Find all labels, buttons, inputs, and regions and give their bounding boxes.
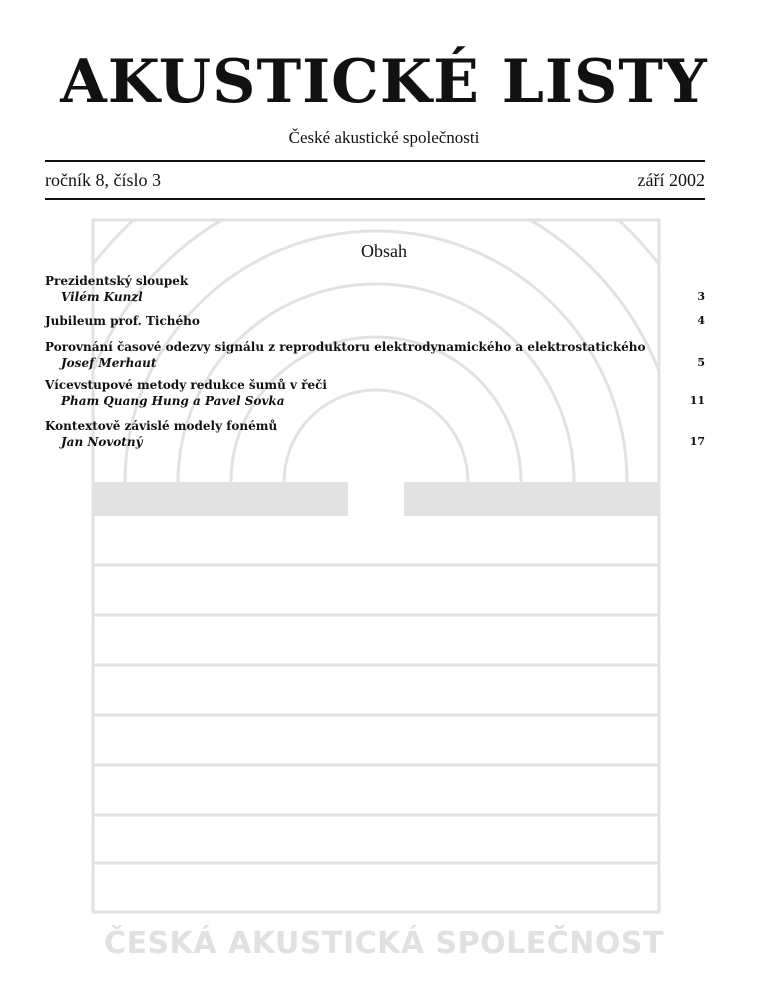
logo-bar-right	[404, 482, 659, 516]
toc-entry-page: 4	[697, 314, 705, 327]
toc-entry-title: Vícevstupové metody redukce šumů v řeči	[45, 378, 327, 392]
toc-entry-page: 17	[689, 435, 705, 448]
toc-entry-title: Kontextově závislé modely fonémů	[45, 419, 278, 433]
logo-bar-left	[93, 482, 348, 516]
society-name-watermark: ČESKÁ AKUSTICKÁ SPOLEČNOST	[104, 926, 664, 961]
toc-entry[interactable]	[45, 377, 705, 409]
toc-entry-author: Josef Merhaut	[61, 356, 157, 370]
issue-date: září 2002	[637, 170, 705, 190]
logo-lines	[93, 565, 659, 863]
toc-entry-author: Pham Quang Hung a Pavel Sovka	[61, 394, 285, 408]
journal-subtitle: České akustické společnosti	[288, 128, 480, 147]
toc-entry-author: Jan Novotný	[61, 435, 143, 449]
toc-entry-page: 3	[697, 290, 705, 303]
toc-entry[interactable]	[45, 313, 705, 329]
toc-entry-title: Jubileum prof. Tichého	[45, 314, 200, 328]
toc-entry[interactable]	[45, 273, 705, 305]
toc-entry-title: Prezidentský sloupek	[45, 274, 189, 288]
journal-title: AKUSTICKÉ LISTY	[60, 47, 708, 117]
header-rule-bottom	[45, 198, 705, 200]
issue-number: ročník 8, číslo 3	[45, 170, 161, 190]
toc-heading: Obsah	[361, 241, 407, 261]
toc-entry-author: Vilém Kunzl	[61, 290, 143, 304]
toc-entry-title: Porovnání časové odezvy signálu z reproduktoru elektrodynamického a elektrostatického	[45, 340, 646, 354]
toc-entry[interactable]	[45, 418, 705, 450]
toc-entry-page: 5	[697, 356, 705, 369]
toc-entry[interactable]	[45, 339, 705, 371]
toc-entry-page: 11	[689, 394, 705, 407]
header-rule-top	[45, 160, 705, 162]
